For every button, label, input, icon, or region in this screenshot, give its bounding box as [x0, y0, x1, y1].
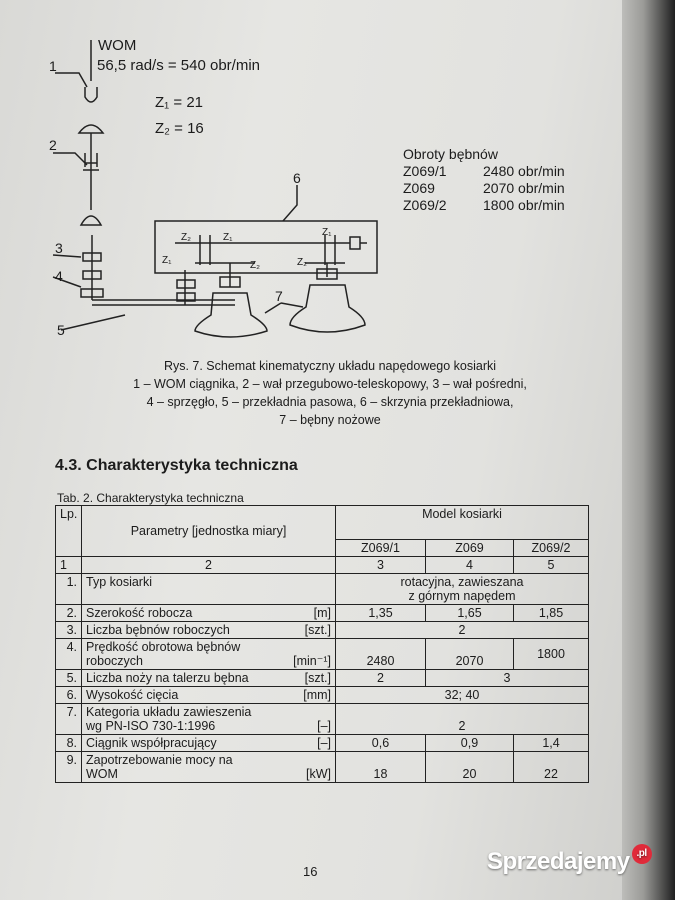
row-num: 8. — [56, 735, 82, 752]
header-model: Model kosiarki — [336, 506, 589, 540]
row-param: Typ kosiarki — [82, 574, 336, 605]
row-value: 2070 — [426, 639, 514, 670]
row-num: 2. — [56, 605, 82, 622]
row-param: Liczba bębnów roboczych — [86, 623, 230, 637]
row-param: roboczych — [86, 654, 143, 668]
row-unit: [min⁻¹] — [293, 654, 331, 668]
row-param: Ciągnik współpracujący — [86, 736, 217, 750]
table-row — [56, 574, 589, 605]
drum-speed-row — [403, 197, 583, 214]
row-num: 4. — [56, 639, 82, 670]
row-param: wg PN-ISO 730-1:1996 — [86, 719, 216, 733]
row-param-cell — [82, 622, 336, 639]
figure-caption — [60, 357, 600, 429]
row-value: 22 — [514, 752, 589, 783]
label-4: 4 — [55, 268, 63, 284]
wom-label: WOM — [98, 37, 137, 54]
row-value: 0,6 — [336, 735, 426, 752]
label-3: 3 — [55, 240, 63, 256]
row-param-cell — [82, 605, 336, 622]
spec-table — [55, 505, 589, 783]
label-6: 6 — [293, 170, 301, 186]
row-value: 2480 — [336, 639, 426, 670]
drum-speed-model: Z069/1 — [403, 163, 447, 179]
table-row — [56, 605, 589, 622]
row-value-line: z górnym napędem — [408, 589, 516, 603]
row-unit: [–] — [317, 736, 331, 750]
header-lp: Lp. — [56, 506, 82, 557]
table-row — [56, 622, 589, 639]
label-2: 2 — [49, 137, 57, 153]
label-7: 7 — [275, 288, 283, 304]
page-number: 16 — [303, 864, 318, 879]
row-unit: [szt.] — [304, 623, 331, 637]
table-row — [56, 752, 589, 783]
row-value: 2 — [336, 704, 589, 735]
wom-speed-label: 56,5 rad/s = 540 obr/min — [97, 57, 261, 74]
row-num: 5. — [56, 670, 82, 687]
colnum: 4 — [426, 557, 514, 574]
drum-speed-value: 1800 obr/min — [483, 197, 565, 213]
row-param: Prędkość obrotowa bębnów — [86, 640, 241, 654]
row-value: 20 — [426, 752, 514, 783]
caption-line: Rys. 7. Schemat kinematyczny układu napędowego kosiarki — [163, 359, 497, 373]
gear-label-z1-a: Z₁ — [223, 232, 233, 243]
table-colnum-row — [56, 557, 589, 574]
kinematic-diagram — [35, 25, 395, 355]
row-unit: [kW] — [306, 767, 331, 781]
gear-label-z2-a: Z₂ — [181, 232, 191, 243]
drum-speed-model: Z069 — [403, 180, 435, 196]
row-num: 1. — [56, 574, 82, 605]
row-param: Szerokość robocza — [86, 606, 193, 620]
row-value: 1,4 — [514, 735, 589, 752]
row-param: WOM — [86, 767, 118, 781]
watermark-text: Sprzedajemy — [487, 848, 630, 875]
drum-speeds-block — [403, 146, 583, 214]
header-model-1: Z069/1 — [336, 540, 426, 557]
row-unit: [szt.] — [304, 671, 331, 685]
row-value: 32; 40 — [336, 687, 589, 704]
watermark-logo — [487, 848, 647, 876]
gear-label-z2-b: Z₂ — [250, 260, 260, 271]
row-param-cell — [82, 687, 336, 704]
header-param: Parametry [jednostka miary] — [82, 506, 336, 557]
table-header-row — [56, 506, 589, 540]
header-model-2: Z069 — [426, 540, 514, 557]
watermark-badge: .pl — [632, 844, 652, 864]
z1-equation: Z₁ = 21 — [155, 94, 204, 111]
section-heading: 4.3. Charakterystyka techniczna — [55, 457, 298, 474]
gear-label-z1-c: Z₁ — [162, 255, 172, 266]
drum-speeds-title: Obroty bębnów — [403, 146, 498, 162]
table-row — [56, 704, 589, 735]
row-value: 2 — [336, 622, 589, 639]
row-unit: [–] — [317, 719, 331, 733]
row-param-cell — [82, 704, 336, 735]
row-param-cell — [82, 639, 336, 670]
table-row — [56, 670, 589, 687]
table-row — [56, 735, 589, 752]
row-param: Liczba noży na talerzu bębna — [86, 671, 249, 685]
row-value: 0,9 — [426, 735, 514, 752]
table-row — [56, 687, 589, 704]
row-param-cell — [82, 670, 336, 687]
row-num: 3. — [56, 622, 82, 639]
row-param-cell — [82, 752, 336, 783]
row-value: 1,85 — [514, 605, 589, 622]
gear-label-z2-c: Z₂ — [297, 257, 307, 268]
row-param: Zapotrzebowanie mocy na — [86, 753, 233, 767]
colnum: 1 — [56, 557, 82, 574]
row-value: 3 — [426, 670, 589, 687]
page-edge-shadow — [622, 0, 675, 900]
row-param: Wysokość cięcia — [86, 688, 179, 702]
drum-speed-model: Z069/2 — [403, 197, 447, 213]
header-model-3: Z069/2 — [514, 540, 589, 557]
row-num: 7. — [56, 704, 82, 735]
row-value-span — [336, 574, 589, 605]
label-5: 5 — [57, 322, 65, 338]
row-unit: [mm] — [303, 688, 331, 702]
table-title: Tab. 2. Charakterystyka techniczna — [57, 491, 244, 505]
drum-speed-row — [403, 163, 583, 180]
gear-label-z1-b: Z₁ — [322, 227, 332, 238]
z2-equation: Z₂ = 16 — [155, 120, 204, 137]
colnum: 2 — [82, 557, 336, 574]
colnum: 5 — [514, 557, 589, 574]
drum-speed-value: 2480 obr/min — [483, 163, 565, 179]
caption-line: 4 – sprzęgło, 5 – przekładnia pasowa, 6 – skrzynia przekładniowa, — [146, 395, 514, 409]
caption-line: 1 – WOM ciągnika, 2 – wał przegubowo-teleskopowy, 3 – wał pośredni, — [133, 377, 527, 391]
drum-speed-row — [403, 180, 583, 197]
table-row — [56, 639, 589, 670]
drum-speed-value: 2070 obr/min — [483, 180, 565, 196]
caption-line: 7 – bębny nożowe — [279, 413, 381, 427]
row-param-cell — [82, 735, 336, 752]
row-value: 1,35 — [336, 605, 426, 622]
row-unit: [m] — [313, 606, 331, 620]
row-value-line: rotacyjna, zawieszana — [400, 575, 524, 589]
colnum: 3 — [336, 557, 426, 574]
row-value: 1,65 — [426, 605, 514, 622]
row-num: 9. — [56, 752, 82, 783]
label-1: 1 — [49, 58, 57, 74]
row-param: Kategoria układu zawieszenia — [86, 705, 252, 719]
row-value: 18 — [336, 752, 426, 783]
row-value: 1800 — [514, 639, 589, 670]
row-num: 6. — [56, 687, 82, 704]
row-value: 2 — [336, 670, 426, 687]
